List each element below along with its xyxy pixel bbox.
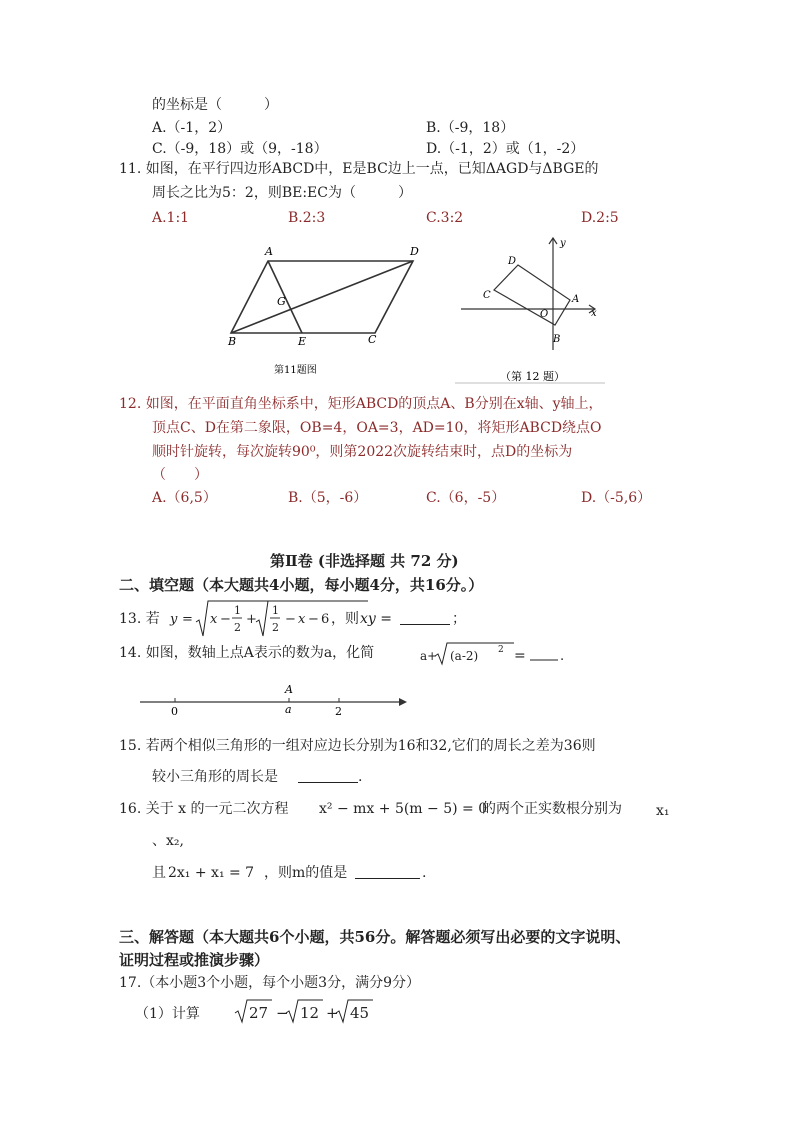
q10-option-b: B.（-9，18）	[426, 120, 515, 136]
q12-option-b: B.（5，-6）	[288, 490, 368, 506]
svg-text:−: −	[220, 612, 231, 627]
q12-stem-line2: 顶点C、D在第二象限，OB=4，OA=3，AD=10，将矩形ABCD绕点O	[152, 420, 602, 436]
q12-label-c: C	[483, 290, 491, 301]
q14-expression	[418, 638, 578, 668]
q12-label-o: O	[540, 309, 549, 320]
q11-option-a: A.1:1	[152, 210, 190, 226]
q12-label-y: y	[560, 238, 566, 249]
svg-text:1: 1	[272, 604, 279, 617]
svg-text:+: +	[326, 1004, 339, 1022]
svg-text:(a-2): (a-2)	[450, 649, 479, 663]
q16-equation: x² − mx + 5(m − 5) = 0	[319, 801, 488, 817]
svg-text:1: 1	[234, 604, 241, 617]
q14-label-zero: 0	[171, 705, 178, 718]
q12-figure-caption: （第 12 题）	[500, 370, 565, 383]
q16-line1-start: 16. 关于 x 的一元二次方程	[119, 801, 289, 817]
q16-line3-start: 且	[152, 865, 166, 881]
q16-period: .	[422, 865, 427, 881]
q16-x1: x₁	[656, 803, 670, 819]
svg-text:x: x	[298, 612, 306, 627]
q13-answer-blank[interactable]	[400, 624, 450, 625]
q11-label-g: G	[277, 295, 286, 308]
q12-figure	[455, 232, 615, 387]
svg-text:x: x	[210, 612, 218, 627]
q12-label-d: D	[508, 256, 517, 267]
q10-stem-tail: 的坐标是（ ）	[152, 97, 278, 113]
q12-option-a: A.（6,5）	[152, 490, 217, 506]
q12-option-d: D.（-5,6）	[581, 490, 652, 506]
q14-label-a: a	[285, 703, 292, 716]
q11-option-d: D.2:5	[581, 210, 619, 226]
q17-part1-expression	[232, 996, 382, 1026]
q10-option-a: A.（-1，2）	[152, 120, 232, 136]
q16-line2: 、x₂,	[152, 833, 184, 849]
svg-text:−: −	[285, 612, 296, 627]
q10-option-d: D.（-1，2）或（1，-2）	[426, 141, 585, 157]
q17-radicand-12: 12	[300, 1004, 320, 1022]
q11-figure	[220, 240, 430, 380]
svg-text:2: 2	[498, 645, 504, 655]
q17-part1-label: （1）计算	[135, 1006, 200, 1022]
q14-stem: 14. 如图，数轴上点A表示的数为a，化简	[119, 645, 375, 661]
q13-xy: xy =	[360, 611, 392, 627]
q11-label-d: D	[410, 245, 419, 258]
q11-label-b: B	[228, 335, 237, 348]
q14-label-point-a: A	[285, 683, 293, 696]
q12-stem-line1: 12. 如图，在平面直角坐标系中，矩形ABCD的顶点A、B分别在x轴、y轴上，	[119, 396, 603, 412]
q13-prefix: 13. 若	[119, 611, 160, 627]
section2-heading: 二、填空题（本大题共4小题，每小题4分，共16分。）	[119, 576, 484, 594]
q13-end: ；	[452, 611, 466, 627]
svg-text:2: 2	[234, 621, 241, 634]
q15-answer-blank[interactable]	[298, 782, 358, 783]
q12-option-c: C.（6，-5）	[426, 490, 506, 506]
svg-text:y: y	[170, 612, 178, 627]
q17-radicand-27: 27	[249, 1004, 269, 1022]
q11-figure-caption: 第11题图	[274, 365, 317, 376]
q12-label-b: B	[553, 334, 561, 345]
svg-text:+: +	[246, 612, 257, 627]
svg-text:−: −	[308, 612, 319, 627]
q12-stem-line3: 顺时针旋转，每次旋转90⁰，则第2022次旋转结束时，点D的坐标为	[152, 444, 573, 460]
q11-label-c: C	[368, 333, 377, 346]
q12-label-a: A	[572, 294, 580, 305]
svg-text:.: .	[560, 649, 565, 664]
q11-stem-line2: 周长之比为5：2，则BE:EC为（ ）	[152, 185, 412, 201]
svg-text:2: 2	[272, 621, 279, 634]
svg-text:=: =	[182, 612, 193, 627]
q17-intro: 17.（本小题3个小题，每个小题3分，满分9分）	[119, 975, 420, 991]
q12-stem-line4: （ ）	[152, 467, 208, 483]
q12-label-x: x	[591, 308, 597, 319]
svg-text:=: =	[514, 648, 526, 664]
q16-equation2: 2x₁ + x₁ = 7	[168, 865, 255, 881]
q15-period: .	[358, 769, 363, 785]
section2-title: 第Ⅱ卷 (非选择题 共 72 分)	[270, 552, 459, 570]
q11-label-a: A	[265, 245, 273, 258]
q11-label-e: E	[298, 335, 307, 348]
q11-option-c: C.3:2	[426, 210, 464, 226]
section3-line2: 证明过程或推演步骤）	[119, 951, 270, 969]
q15-line1: 15. 若两个相似三角形的一组对应边长分别为16和32,它们的周长之差为36则	[119, 738, 596, 754]
q13-equation	[168, 598, 478, 640]
svg-text:a+: a+	[420, 649, 438, 663]
q11-option-b: B.2:3	[288, 210, 326, 226]
q17-radicand-45: 45	[350, 1004, 370, 1022]
q14-number-line	[135, 682, 415, 718]
section3-line1: 三、解答题（本大题共6个小题，共56分。解答题必须写出必要的文字说明、	[119, 928, 631, 946]
svg-text:−: −	[276, 1004, 289, 1022]
q16-line1-end: 的两个正实数根分别为	[482, 801, 622, 817]
q16-answer-blank[interactable]	[355, 878, 420, 879]
q13-suffix: ，则	[331, 611, 359, 627]
q16-line3-end: ，则m的值是	[264, 865, 348, 881]
svg-text:6: 6	[321, 612, 330, 627]
q11-stem-line1: 11. 如图，在平行四边形ABCD中，E是BC边上一点，已知ΔAGD与ΔBGE的	[119, 161, 599, 177]
q10-option-c: C.（-9，18）或（9，-18）	[152, 141, 328, 157]
q14-label-two: 2	[335, 705, 342, 718]
q15-line2: 较小三角形的周长是	[152, 769, 278, 785]
